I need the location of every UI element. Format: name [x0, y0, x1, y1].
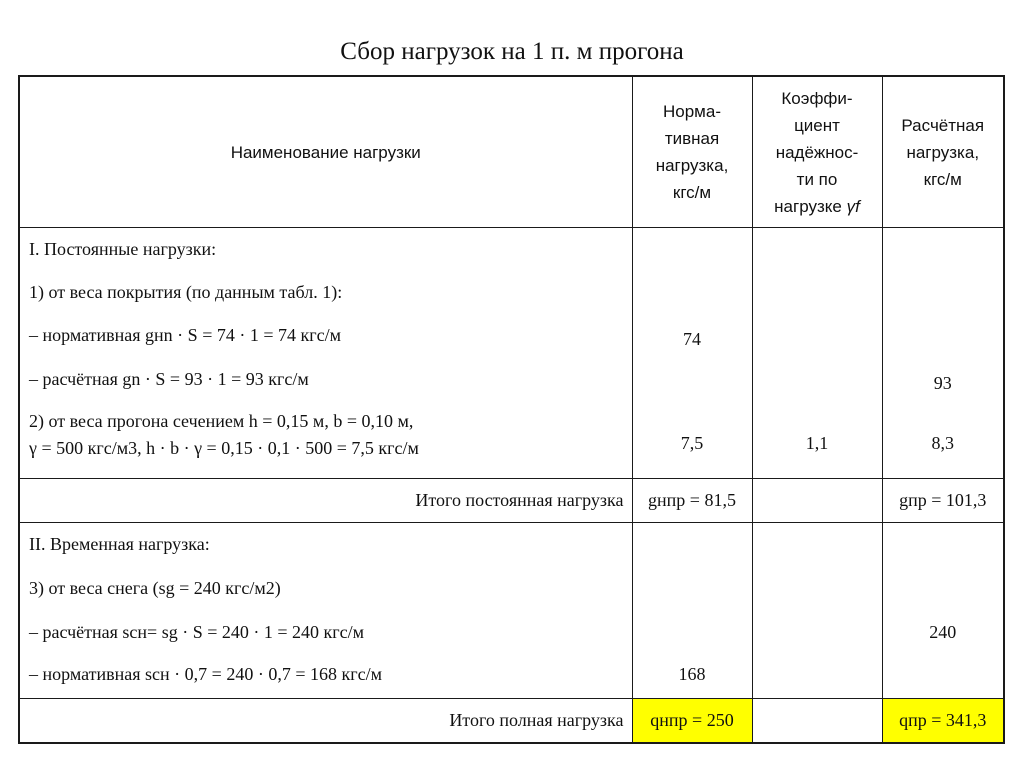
section1-item2b: γ = 500 кгс/м3, h · b · γ = 0,15 · 0,1 · 500 = 7,5 кгс/м [29, 438, 419, 458]
section2-heading: II. Временная нагрузка: [29, 534, 210, 554]
temporary-loads-row [19, 523, 1004, 699]
header-coefficient: Коэффи- циент надёжнос- ти по нагрузке γf [752, 76, 882, 228]
design-value-93: 93 [933, 373, 952, 393]
section1-norm-line: – нормативная gнn · S = 74 · 1 = 74 кгс/м [29, 325, 341, 345]
permanent-normative-cell [632, 228, 752, 479]
permanent-loads-row [19, 228, 1004, 479]
total-full-label: Итого полная нагрузка [19, 699, 632, 744]
header-normative: Норма- тивная нагрузка, кгс/м [632, 76, 752, 228]
norm-value-7-5: 7,5 [680, 433, 704, 453]
section1-design-line: – расчётная gn · S = 93 · 1 = 93 кгс/м [29, 369, 309, 389]
table-header-row [19, 76, 1004, 228]
temporary-coefficient-cell [752, 523, 882, 699]
total-full-design: qпр = 341,3 [882, 699, 1004, 744]
section1-heading: I. Постоянные нагрузки: [29, 239, 217, 259]
section1-item2a: 2) от веса прогона сечением h = 0,15 м, b = 0,10 м, [29, 411, 414, 431]
total-full-normative: qнпр = 250 [632, 699, 752, 744]
total-permanent-row [19, 479, 1004, 523]
total-permanent-normative: gнпр = 81,5 [632, 479, 752, 523]
norm-value-74: 74 [683, 329, 701, 349]
permanent-design-cell [882, 228, 1004, 479]
design-value-8-3: 8,3 [931, 433, 954, 453]
total-permanent-coeff [752, 479, 882, 523]
section2-design-line: – расчётная sсн= sg · S = 240 · 1 = 240 кгс/м [29, 622, 365, 642]
loads-table [18, 75, 1005, 744]
section2-norm-line: – нормативная sсн · 0,7 = 240 · 0,7 = 168 кгс/м [29, 664, 382, 684]
section1-item1: 1) от веса покрытия (по данным табл. 1): [29, 282, 343, 302]
temporary-normative-cell [632, 523, 752, 699]
temporary-loads-description [19, 523, 632, 699]
total-full-row [19, 699, 1004, 744]
coeff-value-1-1: 1,1 [805, 433, 829, 453]
section2-item3: 3) от веса снега (sg = 240 кгс/м2) [29, 578, 281, 598]
header-design: Расчётная нагрузка, кгс/м [882, 76, 1004, 228]
page-title: Сбор нагрузок на 1 п. м прогона [340, 38, 684, 65]
temporary-design-cell [882, 523, 1004, 699]
norm-value-168: 168 [678, 664, 706, 684]
design-value-240: 240 [929, 622, 957, 642]
gamma-f-symbol: γf [846, 196, 860, 216]
total-full-coeff [752, 699, 882, 744]
total-permanent-design: gпр = 101,3 [882, 479, 1004, 523]
permanent-coefficient-cell [752, 228, 882, 479]
permanent-loads-description [19, 228, 632, 479]
header-load-name: Наименование нагрузки [19, 76, 632, 228]
total-permanent-label: Итого постоянная нагрузка [19, 479, 632, 523]
